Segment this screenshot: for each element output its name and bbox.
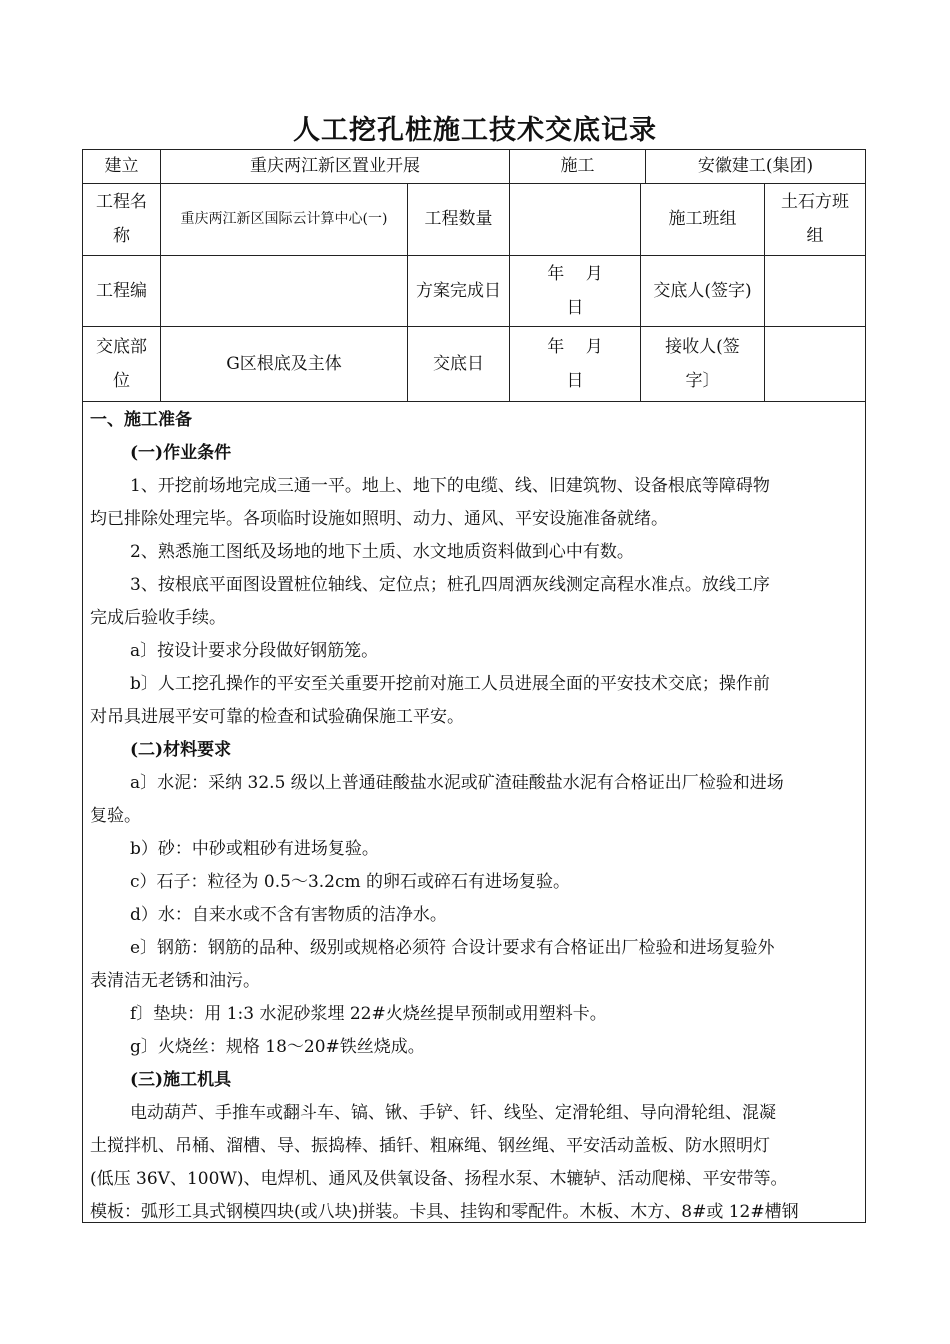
label-build: 建立 [104, 156, 139, 176]
paragraph-line: 复验。 [90, 806, 141, 826]
team-value [765, 183, 865, 255]
label-project-code: 工程编 [96, 280, 147, 301]
paragraph-line: b）砂：中砂或粗砂有进场复验。 [130, 839, 379, 859]
construct-value: 安徽建工(集团) [697, 156, 814, 176]
paragraph-line: 土搅拌机、吊桶、溜槽、导、振捣棒、插钎、粗麻绳、钢丝绳、平安活动盖板、防水照明灯 [90, 1136, 770, 1156]
paragraph-line: e〕钢筋：钢筋的品种、级别或规格必须符 合设计要求有合格证出厂检验和进场复验外 [130, 938, 775, 958]
label-construct: 施工 [560, 156, 595, 176]
paragraph-line: 2、熟悉施工图纸及场地的地下土质、水文地质资料做到心中有数。 [130, 542, 634, 562]
paragraph-line: g〕火烧丝：规格 18～20#铁丝烧成。 [130, 1037, 425, 1057]
plan-date-value [510, 255, 640, 326]
grid-line [82, 401, 866, 402]
paragraph-line: f〕垫块：用 1:3 水泥砂浆埋 22#火烧丝提早预制或用塑料卡。 [130, 1004, 607, 1024]
paragraph-line: a〕按设计要求分段做好钢筋笼。 [130, 641, 379, 661]
project-code-value [161, 255, 407, 326]
paragraph-line: a〕水泥：采纳 32.5 级以上普通硅酸盐水泥或矿渣硅酸盐水泥有合格证出厂检验和进场 [130, 773, 784, 793]
plan-date-bottom: 日 [566, 297, 584, 318]
quantity-value [510, 183, 640, 255]
label-presenter: 交底人(签字) [653, 280, 752, 301]
build-value: 重庆两江新区置业开展 [250, 156, 420, 176]
label-brief-part [83, 326, 160, 401]
team-value-line1: 土石方班 [781, 192, 849, 212]
paragraph-line: 表清洁无老锈和油污。 [90, 971, 260, 991]
brief-date-value [510, 326, 640, 401]
presenter-signature [765, 255, 865, 326]
section-heading: 一、施工准备 [90, 410, 192, 430]
label-brief-date: 交底日 [433, 353, 484, 374]
team-value-line2: 组 [806, 226, 824, 246]
project-name-value: 重庆两江新区国际云计算中心(一) [180, 211, 388, 227]
brief-date-bottom: 日 [566, 370, 584, 391]
paragraph-line: 电动葫芦、手推车或翻斗车、镐、锹、手铲、钎、线坠、定滑轮组、导向滑轮组、混凝 [130, 1103, 776, 1123]
subsection-heading: (一)作业条件 [130, 443, 232, 463]
receiver-signature [765, 326, 865, 401]
label-receiver-line2: 字〕 [685, 370, 720, 391]
paragraph-line: d）水：自来水或不含有害物质的洁净水。 [130, 905, 447, 925]
paragraph-line: (低压 36V、100W)、电焊机、通风及供氧设备、扬程水泵、木辘轳、活动爬梯、平安带等。 [90, 1169, 788, 1189]
paragraph-line: 模板：弧形工具式钢模四块(或八块)拼装。卡具、挂钩和零配件。木板、木方、8#或 12#槽钢 [90, 1202, 799, 1222]
label-brief-part-line1: 交底部 [96, 336, 147, 357]
subsection-heading: (二)材料要求 [130, 740, 232, 760]
label-project-name-line1: 工程名 [96, 192, 147, 212]
label-quantity: 工程数量 [424, 209, 493, 229]
paragraph-line: 3、按根底平面图设置桩位轴线、定位点；桩孔四周洒灰线测定高程水准点。放线工序 [130, 575, 770, 595]
paragraph-line: 完成后验收手续。 [90, 608, 226, 628]
paragraph-line: 对吊具进展平安可靠的检查和试验确保施工平安。 [90, 707, 464, 727]
brief-date-top: 年 月 [547, 336, 603, 357]
label-receiver-line1: 接收人(签 [665, 336, 740, 357]
paragraph-line: 1、开挖前场地完成三通一平。地上、地下的电缆、线、旧建筑物、设备根底等障碍物 [130, 476, 770, 496]
label-receiver [641, 326, 764, 401]
label-project-name [83, 183, 160, 255]
paragraph-line: c）石子：粒径为 0.5～3.2cm 的卵石或碎石有进场复验。 [130, 872, 571, 892]
label-project-name-line2: 称 [113, 226, 130, 246]
paragraph-line: b〕人工挖孔操作的平安至关重要开挖前对施工人员进展全面的平安技术交底；操作前 [130, 674, 770, 694]
plan-date-top: 年 月 [547, 263, 603, 284]
label-brief-part-line2: 位 [113, 370, 130, 391]
content-body [90, 404, 860, 1229]
label-team: 施工班组 [668, 209, 737, 229]
label-plan-date: 方案完成日 [416, 280, 501, 301]
brief-part-value: G区根底及主体 [226, 353, 342, 374]
page-title: 人工挖孔桩施工技术交底记录 [293, 115, 657, 146]
paragraph-line: 均已排除处理完毕。各项临时设施如照明、动力、通风、平安设施准备就绪。 [90, 509, 668, 529]
subsection-heading: (三)施工机具 [130, 1070, 232, 1090]
